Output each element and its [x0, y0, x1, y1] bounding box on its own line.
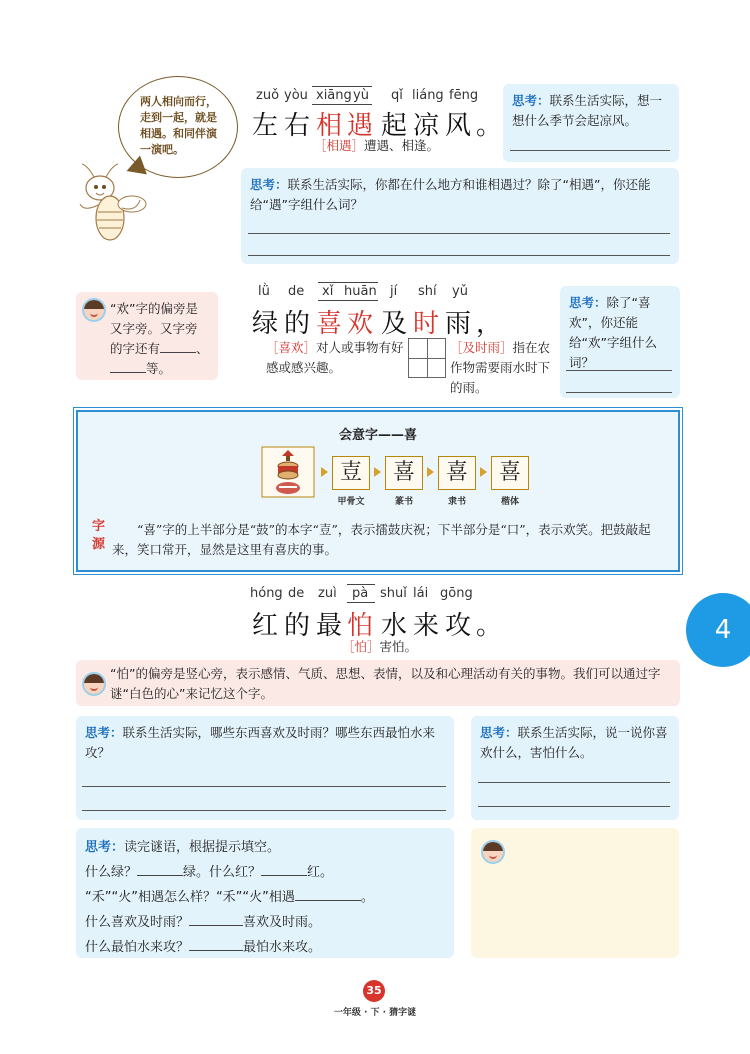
arrow-icon: [480, 467, 487, 477]
pinyin: huān: [344, 284, 377, 299]
tip-box-2: [76, 660, 680, 706]
think-text: 联系生活实际，哪些东西喜欢及时雨？哪些东西最怕水来攻？: [85, 725, 436, 760]
riddle-question-3: 什么喜欢及时雨？ 喜欢及时雨。: [85, 915, 322, 930]
girl-avatar-icon: [481, 840, 505, 864]
pinyin: de: [288, 586, 305, 601]
glyph-stage-label: 甲骨文: [337, 497, 365, 507]
character-origin-panel: [76, 410, 680, 572]
pinyin: yǔ: [452, 284, 468, 299]
pinyin: lǜ: [258, 284, 270, 299]
think-label: 思考：: [569, 295, 607, 310]
answer-line[interactable]: [478, 782, 670, 783]
fill-blank[interactable]: [189, 950, 243, 951]
footer-text: 一年级 · 下 · 猜字谜: [333, 1008, 417, 1018]
pinyin-highlight-rule: [318, 282, 378, 301]
glyph-stage-label: 楷体: [500, 497, 519, 507]
gloss-text: 害怕。: [379, 639, 418, 654]
think-box-4: [76, 716, 454, 820]
answer-line[interactable]: [478, 806, 670, 807]
answer-line[interactable]: [248, 255, 670, 256]
pinyin: shuǐ: [380, 586, 407, 601]
arrow-icon: [374, 467, 381, 477]
verse-char-key: 相: [316, 111, 343, 141]
tian-grid: [408, 338, 446, 378]
origin-text: “喜”字的上半部分是“鼓”的本字“壴”，表示擂鼓庆祝；下半部分是“口”，表示欢笑。把鼓敲起来，笑口常开，显然是这里有喜庆的事。: [112, 522, 651, 557]
verse-char: 水: [381, 611, 408, 641]
answer-line[interactable]: [82, 810, 446, 811]
pinyin: zuì: [318, 586, 337, 601]
verse-char: 右: [284, 111, 311, 141]
verse-char: 的: [284, 309, 311, 339]
verse-char: 风: [445, 111, 472, 141]
glyph-stage: 喜: [491, 456, 529, 490]
gloss-text: 遭遇、相逢。: [364, 138, 440, 153]
pinyin: liáng: [412, 88, 444, 103]
answer-line[interactable]: [510, 150, 670, 151]
glyph-stage: 壴: [332, 456, 370, 490]
gloss: [342, 637, 417, 655]
verse-punct: 。: [476, 611, 503, 641]
think-label: 思考：: [85, 840, 125, 855]
pinyin: fēng: [449, 88, 479, 103]
origin-title: 会意字——喜: [338, 428, 417, 443]
think-box-6: [76, 828, 454, 958]
gloss: [450, 338, 554, 398]
verse-char-key: 欢: [347, 309, 374, 339]
verse-char: 凉: [413, 111, 440, 141]
verse-char-key: 怕: [347, 611, 374, 641]
page-number: 35: [363, 980, 385, 1002]
riddle-question-4: 什么最怕水来攻？ 最怕水来攻。: [85, 940, 322, 955]
bubble-text: 两人相向而行，走到一起，就是相遇。和同伴演一演吧。: [140, 95, 217, 156]
riddle-question-1: 什么绿？ 绿。什么红？ 红。: [85, 865, 334, 880]
fill-blank[interactable]: [137, 875, 183, 876]
think-text: 联系生活实际，想一想什么季节会起凉风。: [512, 93, 663, 128]
think-text: 读完谜语，根据提示填空。: [124, 840, 281, 855]
pinyin: de: [288, 284, 305, 299]
verse-char-key: 时: [413, 309, 440, 339]
verse-char: 起: [381, 111, 408, 141]
arrow-icon: [427, 467, 434, 477]
think-label: 思考：: [480, 725, 518, 740]
drum-picture-icon: [261, 446, 315, 498]
answer-line[interactable]: [82, 786, 446, 787]
verse-char: 绿: [252, 309, 279, 339]
think-label: 思考：: [85, 725, 123, 740]
riddle-question-2: “禾”“火”相遇怎么样？“禾”“火”相遇 。: [85, 890, 374, 905]
pinyin: xǐ: [322, 284, 334, 299]
gloss-text: 对人或事物有好感或感兴趣。: [266, 340, 404, 375]
fill-blank[interactable]: [261, 875, 307, 876]
glyph-stage: 喜: [438, 456, 476, 490]
pinyin: qǐ: [391, 88, 403, 103]
think-box-3: [560, 286, 680, 398]
fill-blank[interactable]: [189, 925, 243, 926]
verse-punct: 。: [476, 111, 503, 141]
tip-text: “欢”字的偏旁是又字旁。又字旁的字还有: [110, 301, 198, 356]
verse-char: 来: [413, 611, 440, 641]
verse-char: 最: [316, 611, 343, 641]
verse-char-key: 遇: [347, 111, 374, 141]
fill-blank[interactable]: [160, 352, 196, 353]
answer-line[interactable]: [248, 233, 670, 234]
glyph-stage: 喜: [385, 456, 423, 490]
answer-line[interactable]: [566, 370, 672, 371]
think-box-5: [471, 716, 679, 820]
pinyin: xiāng: [316, 88, 352, 103]
think-label: 思考：: [250, 177, 288, 192]
girl-avatar-icon: [82, 298, 106, 322]
arrow-icon: [321, 467, 328, 477]
tip-sep: 、: [196, 341, 209, 356]
verse-char: 雨: [445, 309, 472, 339]
gloss-tag: ［喜欢］: [266, 340, 317, 355]
gloss-text: 指在农作物需要雨水时下的雨。: [450, 340, 551, 395]
glyph-stage-label: 隶书: [447, 497, 466, 507]
pinyin-highlight-rule: [312, 86, 372, 105]
tip-text: “怕”的偏旁是竖心旁，表示感情、气质、思想、表情，以及和心理活动有关的事物。我们可以通过字谜“白色的心”来记忆这个字。: [110, 666, 661, 701]
pinyin: pà: [352, 586, 369, 601]
verse-char: 的: [284, 611, 311, 641]
verse-char: 左: [252, 111, 279, 141]
pinyin: hóng: [250, 586, 283, 601]
answer-line[interactable]: [566, 392, 672, 393]
verse-char: 及: [381, 309, 408, 339]
pinyin: jí: [390, 284, 398, 299]
fill-blank[interactable]: [295, 900, 361, 901]
gloss-tag: ［相遇］: [314, 138, 365, 153]
verse-char: 攻: [445, 611, 472, 641]
gloss-tag: ［怕］: [342, 639, 380, 654]
origin-side-label: 字源: [92, 519, 106, 552]
fill-blank[interactable]: [110, 372, 146, 373]
gloss-tag: ［及时雨］: [450, 340, 513, 355]
pinyin: shí: [418, 284, 437, 299]
glyph-stage-label: 篆书: [394, 497, 413, 507]
tip-text: 等。: [146, 361, 172, 376]
think-text: 联系生活实际，你都在什么地方和谁相遇过？除了“相遇”，你还能给“遇”字组什么词？: [250, 177, 651, 212]
think-text: 除了“喜欢”，你还能给“欢”字组什么词？: [569, 295, 657, 370]
gloss: [314, 136, 439, 154]
girl-avatar-icon: [82, 672, 106, 696]
pinyin: yòu: [284, 88, 308, 103]
verse-char-key: 喜: [316, 309, 343, 339]
verse-char: 红: [252, 611, 279, 641]
think-box-2: [241, 168, 679, 264]
think-text: 联系生活实际，说一说你喜欢什么，害怕什么。: [480, 725, 668, 760]
think-label: 思考：: [512, 93, 550, 108]
pinyin: gōng: [440, 586, 473, 601]
unit-tab: 4: [686, 593, 750, 667]
bee-icon: [70, 160, 170, 250]
pinyin: zuǒ: [256, 88, 280, 103]
pinyin: yù: [353, 88, 369, 103]
pinyin: lái: [413, 586, 429, 601]
verse-punct: ，: [476, 309, 503, 339]
gloss: [266, 338, 406, 378]
pinyin-highlight-rule: [347, 584, 375, 603]
